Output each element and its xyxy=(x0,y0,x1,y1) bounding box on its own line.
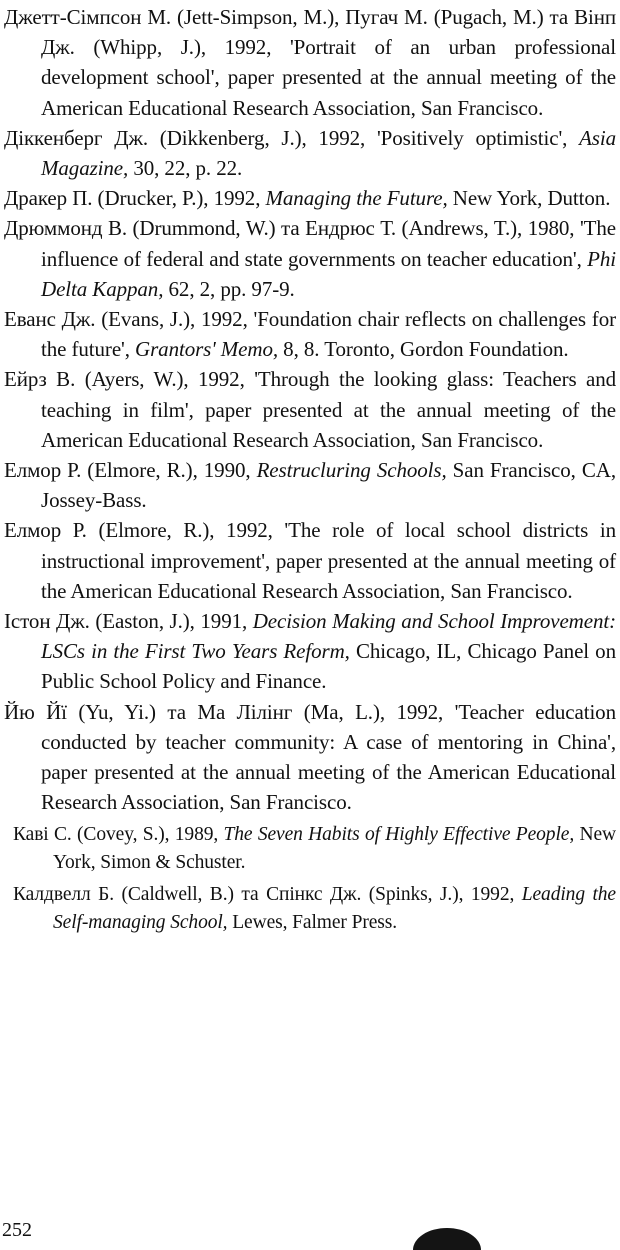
reference-details: Lewes, Falmer Press. xyxy=(227,912,398,934)
reference-title: 'The role of local school districts in instructional improvement', paper presented at the annual meeting of the American Educational Research Association, San Francisco. xyxy=(41,518,616,603)
reference-entry xyxy=(4,455,616,515)
reference-author: Каві С. (Covey, S.), 1989, xyxy=(13,824,224,846)
reference-author: Джетт-Сімпсон М. (Jett-Simpson, M.), Пугач М. (Pugach, M.) та Вінп Дж. (Whipp, J.), 1992, xyxy=(4,5,616,60)
reference-entry xyxy=(4,515,616,606)
reference-details: 8, 8. Toronto, Gordon Foundation. xyxy=(278,337,569,362)
reference-entry xyxy=(4,213,616,304)
reference-author: Ейрз В. (Ayers, W.), 1992, xyxy=(4,367,255,392)
reference-entry xyxy=(4,304,616,364)
reference-details: San Francisco, CA, Jossey-Bass. xyxy=(41,458,616,513)
reference-details: New York, Simon & Schuster. xyxy=(53,824,616,874)
reference-title: 'Foundation chair reflects on challenges for the future', xyxy=(41,307,616,362)
reference-author: Дракер П. (Drucker, P.), 1992, xyxy=(4,186,266,211)
reference-source: Leading the Self-managing School, xyxy=(53,884,616,934)
reference-source: Restrucluring Schools, xyxy=(256,458,447,483)
reference-list xyxy=(4,2,616,937)
reference-entry xyxy=(4,606,616,697)
reference-title: 'Through the looking glass: Teachers and teaching in film', paper presented at the annual meeting of the American Educational Research Association, San Francisco. xyxy=(41,367,617,452)
reference-source: Managing the Future, xyxy=(265,186,448,211)
reference-title: 'Teacher education conducted by teacher community: A case of mentoring in China', paper presented at the annual meeting of the American Educational Research Association, San Francisco. xyxy=(41,699,616,815)
reference-entry xyxy=(4,123,616,183)
reference-source: Asia Magazine, xyxy=(41,125,617,181)
reference-title: 'The influence of federal and state governments on teacher education', xyxy=(41,216,616,271)
reference-entry xyxy=(4,821,616,877)
reference-title: 'Portrait of an urban professional development school', paper presented at the annual meeting of the American Educational Research Association, San Francisco. xyxy=(41,35,616,120)
reference-entry xyxy=(4,697,616,818)
reference-details: 62, 2, pp. 97-9. xyxy=(163,276,295,301)
reference-entry xyxy=(4,183,616,213)
reference-author: Калдвелл Б. (Caldwell, B.) та Спінкс Дж. (Spinks, J.), 1992, xyxy=(13,884,522,906)
reference-details: 30, 22, p. 22. xyxy=(128,156,243,181)
reference-entry xyxy=(4,2,616,123)
reference-author: Елмор Р. (Elmore, R.), 1992, xyxy=(4,518,285,543)
reference-details: New York, Dutton. xyxy=(447,186,611,211)
reference-author: Діккенберг Дж. (Dikkenberg, J.), 1992, xyxy=(4,125,377,150)
reference-details: Chicago, IL, Chicago Panel on Public School Policy and Finance. xyxy=(41,639,616,694)
reference-author: Істон Дж. (Easton, J.), 1991, xyxy=(4,609,253,634)
reference-author: Елмор Р. (Elmore, R.), 1990, xyxy=(4,458,257,483)
page-number: 252 xyxy=(2,1219,32,1241)
reference-author: Дрюммонд В. (Drummond, W.) та Ендрюс Т. (Andrews, T.), 1980, xyxy=(4,216,580,241)
reference-source: The Seven Habits of Highly Effective People, xyxy=(223,824,575,846)
reference-source: Phi Delta Kappan, xyxy=(41,246,616,301)
reference-author: Еванс Дж. (Evans, J.), 1992, xyxy=(4,307,254,332)
reference-source: Decision Making and School Improvement: LSCs in the First Two Years Reform, xyxy=(41,609,616,664)
reference-source: Grantors' Memo, xyxy=(135,337,279,362)
reference-entry xyxy=(4,364,616,455)
reference-entry xyxy=(4,881,616,937)
reference-title: 'Positively optimistic', xyxy=(376,125,580,150)
ink-smudge xyxy=(413,1228,481,1250)
reference-author: Йю Йї (Yu, Yi.) та Ма Лілінг (Ma, L.), 1992, xyxy=(4,699,455,724)
